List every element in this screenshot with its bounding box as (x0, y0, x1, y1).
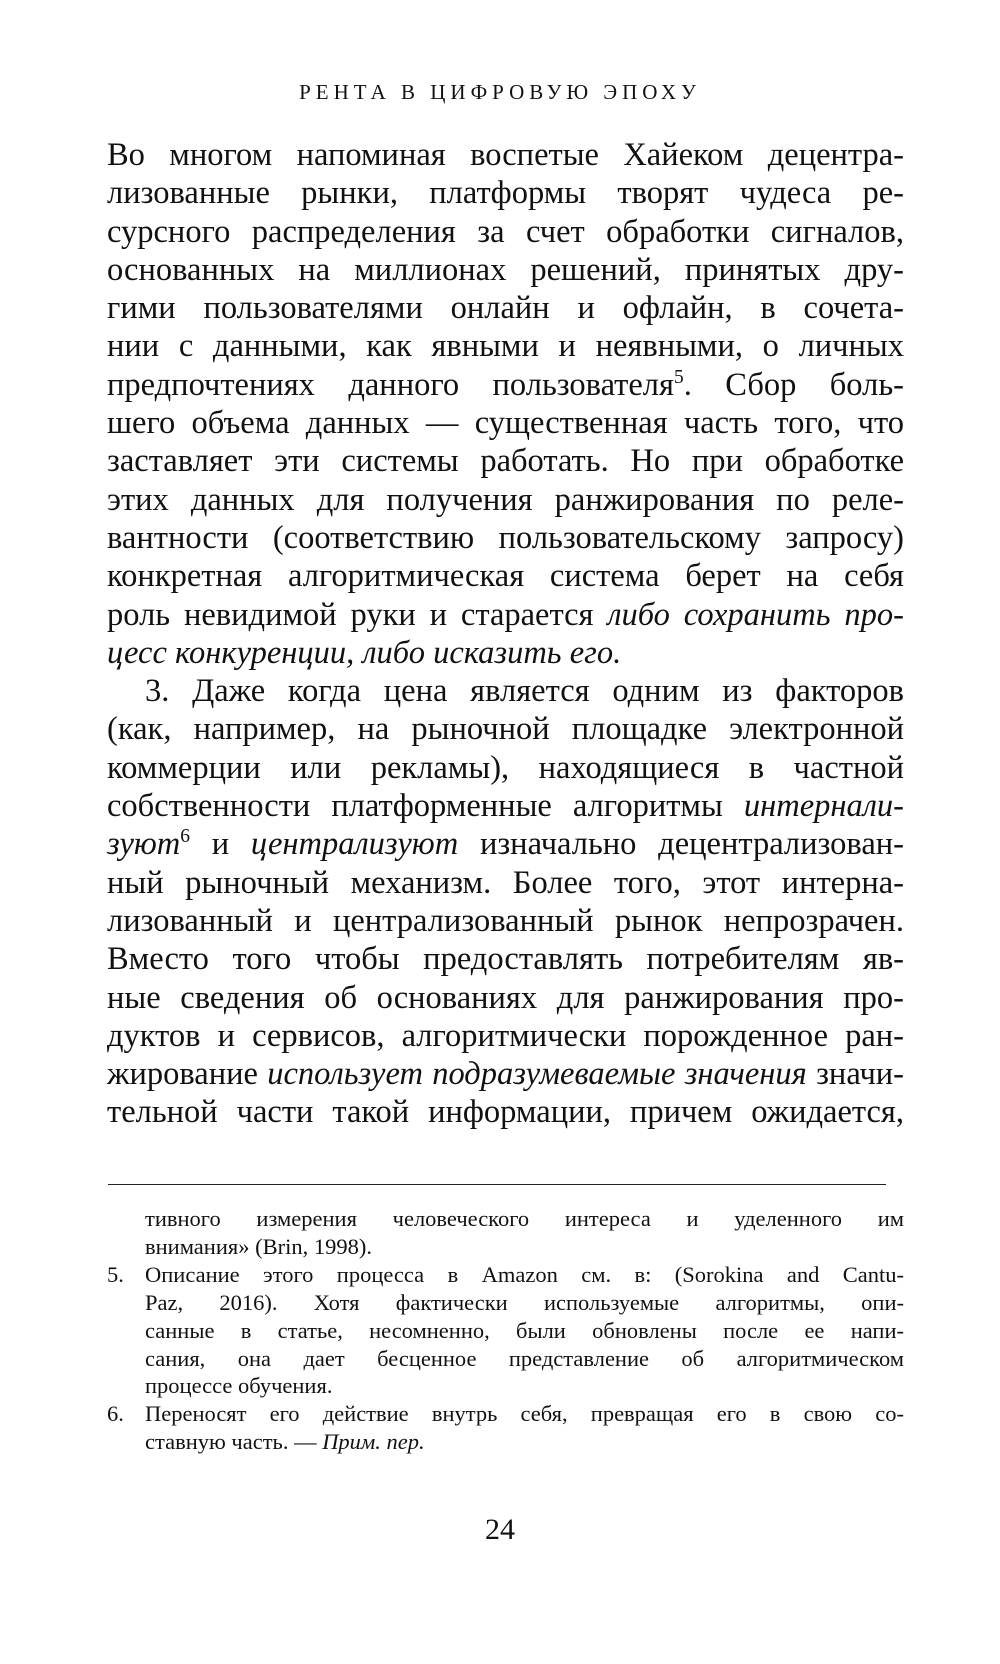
text-line: шего объема данных — существенная часть того, что (107, 405, 904, 442)
footnote-ref-5[interactable]: 5 (673, 366, 684, 388)
text-line: ный рыночный механизм. Более того, этот интерна- (107, 864, 904, 901)
footnote-ref-6[interactable]: 6 (180, 826, 191, 848)
translator-note: Прим. пер. (322, 1429, 425, 1455)
text-line: (как, например, на рыночной площадке электронной (107, 711, 904, 748)
text-run: . Сбор боль- (683, 366, 904, 403)
text-line: лизованные рынки, платформы творят чудеса ре- (107, 175, 904, 212)
text-line: Вместо того чтобы предоставлять потребителям яв- (107, 941, 904, 978)
footnote-line: Paz, 2016). Хотя фактически используемые алгоритмы, опи- (145, 1289, 904, 1315)
text-line (107, 1055, 904, 1093)
footnote-6 (107, 1400, 904, 1428)
footnote-line (107, 1428, 904, 1456)
text-run: и (190, 826, 251, 863)
text-line: коммерции или рекламы), находящиеся в частной (107, 749, 904, 786)
italic-run: централизуют (250, 826, 459, 863)
main-text (107, 136, 904, 1132)
text-line: ные сведения об основаниях для ранжирования про- (107, 979, 904, 1016)
text-line: Во многом напоминая воспетые Хайеком децентра- (107, 137, 904, 173)
footnote-text: Переносят его действие внутрь себя, превращая его в свою со- (145, 1401, 904, 1427)
text-line: этих данных для получения ранжирования по реле- (107, 481, 904, 518)
footnote-line: тивного измерения человеческого интереса и уделенного им (145, 1206, 904, 1231)
italic-run: интернали- (743, 788, 904, 825)
text-line: 3. Даже когда цена является одним из факторов (145, 673, 904, 710)
footnote-line: процессе обучения. (145, 1373, 333, 1399)
text-line: тельной части такой информации, причем ожидается, (107, 1094, 904, 1131)
footnote-label: 6. (107, 1401, 124, 1427)
text-run: значи- (806, 1056, 905, 1093)
footnote-line: санные в статье, несомненно, были обновлены после ее напи- (145, 1317, 904, 1343)
footnote-label: 5. (107, 1261, 124, 1287)
text-run: предпочтениях данного пользователя (107, 366, 674, 403)
text-line (107, 787, 904, 825)
text-line: сурсного распределения за счет обработки сигналов, (107, 213, 904, 250)
text-line: лизованный и централизованный рынок непрозрачен. (107, 902, 904, 939)
text-line: основанных на миллионах решений, принятых дру- (107, 251, 904, 288)
text-run: собственности платформенные алгоритмы (107, 788, 744, 825)
italic-run: использует подразумеваемые значения (267, 1056, 807, 1093)
footnote-5 (107, 1261, 904, 1289)
italic-run: цесс конкуренции, либо исказить его. (107, 634, 622, 671)
footnote-text: ставную часть. — (145, 1429, 323, 1455)
footnotes (107, 1205, 904, 1456)
text-line: гими пользователями онлайн и офлайн, в сочета- (107, 290, 904, 327)
footnote-line: внимания» (Brin, 1998). (145, 1233, 372, 1259)
italic-run: либо сохранить про- (607, 596, 904, 633)
text-line: дуктов и сервисов, алгоритмически порожденное ран- (107, 1017, 904, 1054)
text-line (107, 596, 904, 634)
text-line: заставляет эти системы работать. Но при обработке (107, 443, 904, 480)
page-number: 24 (485, 1513, 515, 1546)
text-run: роль невидимой руки и старается (107, 596, 608, 633)
text-line (107, 634, 904, 672)
text-run: жирование (107, 1056, 268, 1093)
text-line: конкретная алгоритмическая система берет на себя (107, 558, 904, 595)
text-run: изначально децентрализован- (458, 826, 904, 863)
text-line: нии с данными, как явными и неявными, о личных (107, 328, 904, 365)
text-line (107, 366, 904, 404)
italic-run: зуют (107, 826, 181, 863)
text-line (107, 825, 904, 863)
footnote-text: Описание этого процесса в Amazon см. в: (Sorokina and Cantu- (145, 1261, 904, 1287)
footnote-line: сания, она дает бесценное представление об алгоритмическом (145, 1345, 904, 1371)
running-head: РЕНТА В ЦИФРОВУЮ ЭПОХУ (299, 80, 701, 104)
footnote-divider (108, 1184, 886, 1185)
text-line: вантности (соответствию пользовательскому запросу) (107, 519, 904, 556)
